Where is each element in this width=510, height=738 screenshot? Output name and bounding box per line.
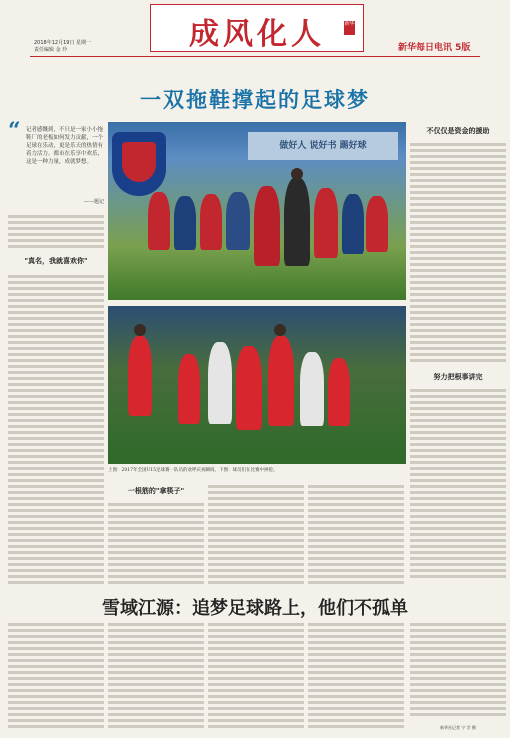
team-badge-icon <box>112 132 166 196</box>
masthead-title-box <box>150 4 364 52</box>
photo-banner: 做好人 说好书 踢好球 <box>248 132 398 160</box>
lead-quote <box>8 120 104 208</box>
left-column-text-1 <box>8 212 104 250</box>
center-subtitle: 一根筋的"拿筷子" <box>127 487 185 495</box>
footer-credit: 新华社记者 宁 学 摄 <box>440 725 476 730</box>
masthead-rule <box>30 56 480 57</box>
bottom-column-3 <box>208 620 304 732</box>
center-column-text-3 <box>308 482 404 586</box>
left-subtitle: "真名，我就喜欢你" <box>24 257 88 265</box>
masthead <box>0 0 510 60</box>
bottom-column-1 <box>8 620 104 732</box>
quote-mark-icon: “ <box>8 118 21 144</box>
photo-caption: 上图：2017年全国U15足球赛一队员的欢呼庆祝瞬间。下图：球员们在比赛中拼抢。 <box>108 468 278 473</box>
editor-line: 责任编辑 金 玲 <box>34 47 68 53</box>
bottom-column-2 <box>108 620 204 732</box>
photo-match-action <box>108 306 406 464</box>
bottom-column-4 <box>308 620 404 732</box>
date-line: 2018年12月19日 星期一 <box>34 40 92 46</box>
quote-text: 记者感慨到，不只是一家小小拖鞋厂的老板如何发力贡献，一个足球在乐动，更是乐天的热情有着力活力。都市在乐享中欢乐，这是一种力量，成就梦想。 <box>26 127 104 165</box>
right-subtitle-top: 不仅仅是资金的援助 <box>426 127 490 135</box>
center-column-text-1 <box>108 500 204 586</box>
center-column-text-2 <box>208 482 304 586</box>
quote-signature: ——题记 <box>83 199 104 205</box>
right-subtitle-mid: 努力把根事讲完 <box>433 373 483 381</box>
page-headline: 一双拖鞋撑起的足球梦 <box>140 88 370 112</box>
bottom-column-5 <box>410 620 506 724</box>
photo-team-huddle <box>108 122 406 300</box>
right-column-text-1 <box>410 140 506 370</box>
masthead-title: 成风化人 <box>189 17 325 52</box>
masthead-info <box>34 40 91 54</box>
bottom-headline: 雪域江源：追梦足球路上，他们不孤单 <box>102 598 408 619</box>
right-column-text-2 <box>410 386 506 586</box>
left-column-text-2 <box>8 272 104 592</box>
masthead-right-label: 新华每日电讯 5版 <box>398 43 471 53</box>
masthead-seal: 新华 <box>344 21 355 35</box>
